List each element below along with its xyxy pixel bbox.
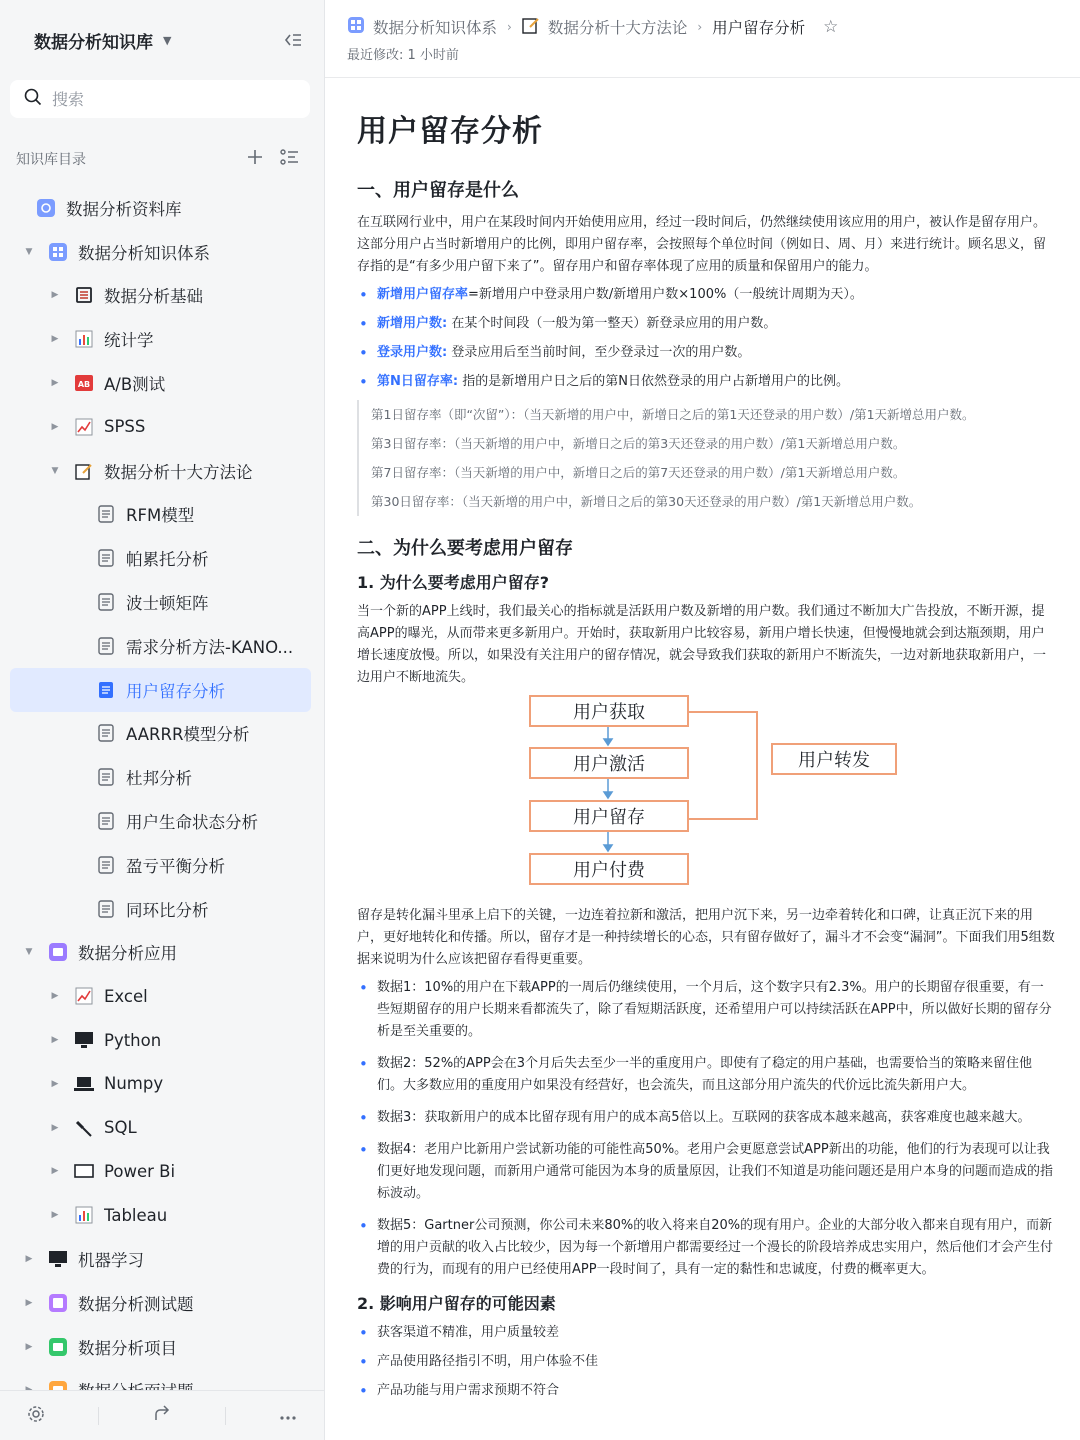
toc-header [0,132,324,186]
section-heading: 一、用户留存是什么 [357,180,519,201]
chevron-right-icon: › [697,20,703,34]
tree-item-label: 用户留存分析 [126,681,225,701]
quote-line: 第7日留存率：（当天新增的用户中，新增日之后的第7天还登录的用户数）/第1天新增总用户数。 [371,465,906,480]
expand-right-icon[interactable]: ▶ [25,1254,33,1265]
chevron-right-icon: › [507,20,512,34]
list-item [357,342,1056,364]
ab-icon [74,373,94,393]
expand-right-icon[interactable]: ▶ [51,991,59,1002]
term: 新增用户留存率 [377,287,469,302]
breadcrumb-current: 用户留存分析 [712,19,806,37]
tree-item-applications[interactable] [10,931,311,975]
data-point-list [357,977,1056,1281]
definition-list [357,284,1056,393]
kb-icon [48,942,68,962]
doc-icon [96,636,116,656]
doc-icon [96,767,116,787]
quote-line: 第30日留存率：（当天新增的用户中，新增日之后的第30天还登录的用户数）/第1天新增总用户数。 [371,494,922,509]
expand-right-icon[interactable]: ▶ [51,1035,59,1046]
svg-text:AB: AB [77,380,91,390]
tree-item-projects[interactable] [10,1325,311,1369]
expand-right-icon[interactable]: ▶ [25,1341,33,1352]
list-item: • 数据4：老用户比新用户尝试新功能的可能性高50%。老用户会更愿意尝试APP新出的功能，他们的行为表现可以让我们更好地发现问题，而新用户通常可能因为本身的质量原因，让我们不知道是功能问题还是用户本身的问题而造成的指标波动。 [357,1139,1056,1205]
tree-item-numpy[interactable] [10,1062,311,1106]
expand-right-icon[interactable]: ▶ [51,290,59,301]
kb-tree [0,186,324,1412]
definition: 指的是新增用户日之后的第N日依然登录的用户占新增用户的比例。 [458,374,849,389]
tree-item-powerbi[interactable] [10,1150,311,1194]
tree-item-label: SQL [104,1118,137,1138]
subsection-heading: 2. 影响用户留存的可能因素 [357,1294,556,1313]
collapse-sidebar-icon[interactable] [280,27,306,53]
caret-down-icon: ▼ [163,33,172,47]
tree-item-label: SPSS [104,417,146,437]
list-item: • 数据1：10%的用户在下载APP的一周后仍继续使用，一个月后，这个数字只有2.3%。用户的长期留存很重要，有一些短期留存的用户长期来看都流失了，除了看短期活跃度，还希望用户可以持续活跃在APP中，所以做好长期的留存分析是至关重要的。 [357,977,1056,1043]
doc-icon [96,592,116,612]
expand-down-icon[interactable]: ▼ [25,947,33,958]
tree-item-basics[interactable] [10,274,311,318]
tree-item-label: AARRR模型分析 [126,725,250,745]
kb-icon [48,1337,68,1357]
edit-doc-icon [522,16,540,38]
tree-item-ab-test[interactable] [10,361,311,405]
monitor-icon [48,1249,68,1269]
flow-box-retain: 用户留存 [529,800,689,832]
divider [225,1407,226,1425]
doc-icon [96,680,116,700]
tree-item-label: 同环比分析 [126,900,209,920]
tree-item-statistics[interactable] [10,317,311,361]
tree-item-tableau[interactable] [10,1193,311,1237]
definition: =新增用户中登录用户数/新增用户数×100%（一般统计周期为天）。 [468,287,863,302]
quote-block [357,400,1056,516]
expand-right-icon[interactable]: ▶ [51,378,59,389]
list-item: • 数据3：获取新用户的成本比留存现有用户的成本高5倍以上。互联网的获客成本越来越高，获客难度也越来越大。 [357,1107,1056,1129]
tree-item-python[interactable] [10,1018,311,1062]
diagram-connectors [357,695,1077,895]
expand-right-icon[interactable]: ▶ [51,421,59,432]
book-icon [74,285,94,305]
tree-item-label: 数据分析应用 [78,944,177,964]
tree-item-aarrr[interactable] [10,712,311,756]
quote-line: 第1日留存率（即“次留”）：（当天新增的用户中，新增日之后的第1天还登录的用户数）/第1天新增总用户数。 [371,407,975,422]
list-item: • 数据5：Gartner公司预测，你公司未来80%的收入将来自20%的现有用户。企业的大部分收入都来自现有用户，而新增的用户贡献的收入占比较少，因为每一个新增用户都需要经过一个漫长的阶段培养成忠实用户，然后他们才会产生付费的行为，而现有的用户已经使用APP一段时间了，具有一定的黏性和忠诚度，付费的概率更大。 [357,1215,1056,1281]
toc-label: 知识库目录 [16,152,86,168]
doc-icon [96,811,116,831]
doc-icon [96,723,116,743]
doc-icon [96,855,116,875]
divider [98,1407,99,1425]
kb-title: 数据分析知识库 [34,32,153,53]
breadcrumb-item[interactable]: 数据分析十大方法论 [547,19,688,37]
tree-item-label: 数据分析基础 [104,287,203,307]
doc-icon [96,899,116,919]
doc-topbar [325,0,1080,78]
tree-item-label: 波士顿矩阵 [126,594,209,614]
paragraph: 当一个新的APP上线时，我们最关心的指标就是活跃用户数及新增的用户数。我们通过不断加大广告投放，不断开源，提高APP的曝光，从而带来更多新用户。开始时，获取新用户比较容易，新用户增长快速，但慢慢地就会到达瓶颈期，用户增长速度放慢。所以，如果没有关注用户的留存情况，就会导致我们获取的新用户不断流失，一边对新地获取新用户，一边用户不断地流失。 [357,604,1047,685]
screen-icon [74,1161,94,1181]
doc-title: 用户留存分析 [357,114,543,149]
tree-item-label: Tableau [104,1205,168,1225]
bar-chart-icon [74,1205,94,1225]
term: 第N日留存率: [377,374,459,389]
last-modified: 最近修改: 1 小时前 [347,48,459,63]
flow-box-pay: 用户付费 [529,853,689,885]
settings-icon[interactable] [27,1405,45,1427]
tree-item-rfm[interactable] [10,493,311,537]
star-icon[interactable]: ☆ [823,17,839,37]
tree-item-retention[interactable] [10,668,311,712]
list-item: • 产品使用路径指引不明，用户体验不佳 [357,1351,1056,1373]
tree-item-kano[interactable] [10,624,311,668]
search-input[interactable] [52,90,272,109]
funnel-diagram [357,695,1056,895]
doc-icon [96,548,116,568]
kb-switcher[interactable] [34,28,171,53]
tree-item-label: 需求分析方法-KANO... [126,637,294,657]
chart-icon [74,986,94,1006]
tree-item-label: Power Bi [104,1161,176,1181]
expand-right-icon[interactable]: ▶ [51,1210,59,1221]
doc-body [325,78,1080,1402]
tree-item-sql[interactable] [10,1106,311,1150]
tree-item-pareto[interactable] [10,536,311,580]
list-item [357,313,1056,335]
kb-icon [48,242,68,262]
search-icon [24,88,42,110]
search-box[interactable] [10,80,310,118]
flow-box-acquire: 用户获取 [529,695,689,727]
list-settings-icon[interactable] [280,148,300,170]
subsection-heading: 1. 为什么要考虑用户留存? [357,573,550,592]
tree-item-ten-methods[interactable] [10,449,311,493]
quote-line: 第3日留存率：（当天新增的用户中，新增日之后的第3天还登录的用户数）/第1天新增总用户数。 [371,436,906,451]
expand-right-icon[interactable]: ▶ [51,334,59,345]
tree-item-label: 数据分析资料库 [66,199,182,219]
chart-icon [74,417,94,437]
tree-item-label: 数据分析项目 [78,1338,177,1358]
add-icon[interactable] [246,148,264,170]
flow-box-activate: 用户激活 [529,747,689,779]
tree-item-label: 数据分析知识体系 [78,243,210,263]
sidebar [0,0,325,1440]
list-item [357,284,1056,306]
tree-item-label: 数据分析十大方法论 [104,462,253,482]
expand-right-icon[interactable]: ▶ [51,1166,59,1177]
more-icon[interactable] [279,1406,297,1425]
kb-icon [36,198,56,218]
monitor-icon [74,1030,94,1050]
tree-item-label: 用户生命状态分析 [126,813,258,833]
tool-icon [74,1118,94,1138]
share-icon[interactable] [153,1405,171,1427]
list-item: • 获客渠道不精准，用户质量较差 [357,1322,1056,1344]
list-item: • 数据2：52%的APP会在3个月后失去至少一半的重度用户。即使有了稳定的用户基础，也需要恰当的策略来留住他们。大多数应用的重度用户如果没有经营好，也会流失，而且这部分用户流失的代价远比流失新用户大。 [357,1053,1056,1097]
tree-item-label: 机器学习 [78,1251,144,1271]
doc-icon [96,504,116,524]
tree-item-data-library[interactable] [10,186,311,230]
tree-item-label: Python [104,1030,162,1050]
paragraph: 留存是转化漏斗里承上启下的关键，一边连着拉新和激活，把用户沉下来，另一边牵着转化和口碑，让真正沉下来的用户，更好地转化和传播。所以，留存才是一种持续增长的心态，只有留存做好了，漏斗才不会变“漏洞”。下面我们用5组数据来说明为什么应该把留存看得更重要。 [357,908,1055,967]
term: 新增用户数: [377,316,448,331]
factor-list [357,1322,1056,1402]
tree-item-label: 杜邦分析 [126,769,192,789]
sidebar-footer [0,1390,324,1440]
tree-item-label: RFM模型 [126,506,195,526]
breadcrumb [347,16,1080,38]
list-item [357,371,1056,393]
tree-item-excel[interactable] [10,974,311,1018]
list-item: • 产品功能与用户需求预期不符合 [357,1380,1056,1402]
kb-icon [347,16,365,38]
laptop-icon [74,1074,94,1094]
tree-item-breakeven[interactable] [10,843,311,887]
tree-item-label: 帕累托分析 [126,550,209,570]
tree-item-label: 统计学 [104,331,154,351]
tree-item-tests[interactable] [10,1281,311,1325]
flow-box-refer: 用户转发 [771,743,897,775]
bar-chart-icon [74,329,94,349]
expand-right-icon[interactable]: ▶ [25,1297,33,1308]
tree-item-ml[interactable] [10,1237,311,1281]
tree-item-label: 数据分析测试题 [78,1294,194,1314]
expand-right-icon[interactable]: ▶ [51,1078,59,1089]
tree-item-label: A/B测试 [104,375,166,395]
tree-item-lifecycle[interactable] [10,799,311,843]
tree-item-label: Numpy [104,1074,164,1094]
tree-item-spss[interactable] [10,405,311,449]
paragraph: 在互联网行业中，用户在某段时间内开始使用应用，经过一段时间后，仍然继续使用该应用的用户，被认作是留存用户。这部分用户占当时新增用户的比例，即用户留存率，会按照每个单位时间（例如日、周、月）来进行统计。顾名思义，留存指的是“有多少用户留下来了”。留存用户和留存率体现了应用的质量和保留用户的能力。 [357,215,1047,274]
tree-item-knowledge-system[interactable] [10,230,311,274]
term: 登录用户数: [377,345,448,360]
breadcrumb-item[interactable]: 数据分析知识体系 [373,19,498,37]
section-heading: 二、为什么要考虑用户留存 [357,538,573,559]
definition: 在某个时间段（一般为第一整天）新登录应用的用户数。 [447,316,777,331]
tree-item-dupont[interactable] [10,755,311,799]
tree-item-yoy[interactable] [10,887,311,931]
main-content [325,0,1080,1440]
expand-down-icon[interactable]: ▼ [51,465,59,476]
definition: 登录应用后至当前时间，至少登录过一次的用户数。 [447,345,751,360]
edit-doc-icon [74,461,94,481]
expand-right-icon[interactable]: ▶ [51,1122,59,1133]
tree-item-label: 盈亏平衡分析 [126,856,225,876]
tree-item-bcg-matrix[interactable] [10,580,311,624]
tree-item-label: Excel [104,986,148,1006]
sidebar-header [0,0,324,80]
kb-icon [48,1293,68,1313]
expand-down-icon[interactable]: ▼ [25,246,33,257]
